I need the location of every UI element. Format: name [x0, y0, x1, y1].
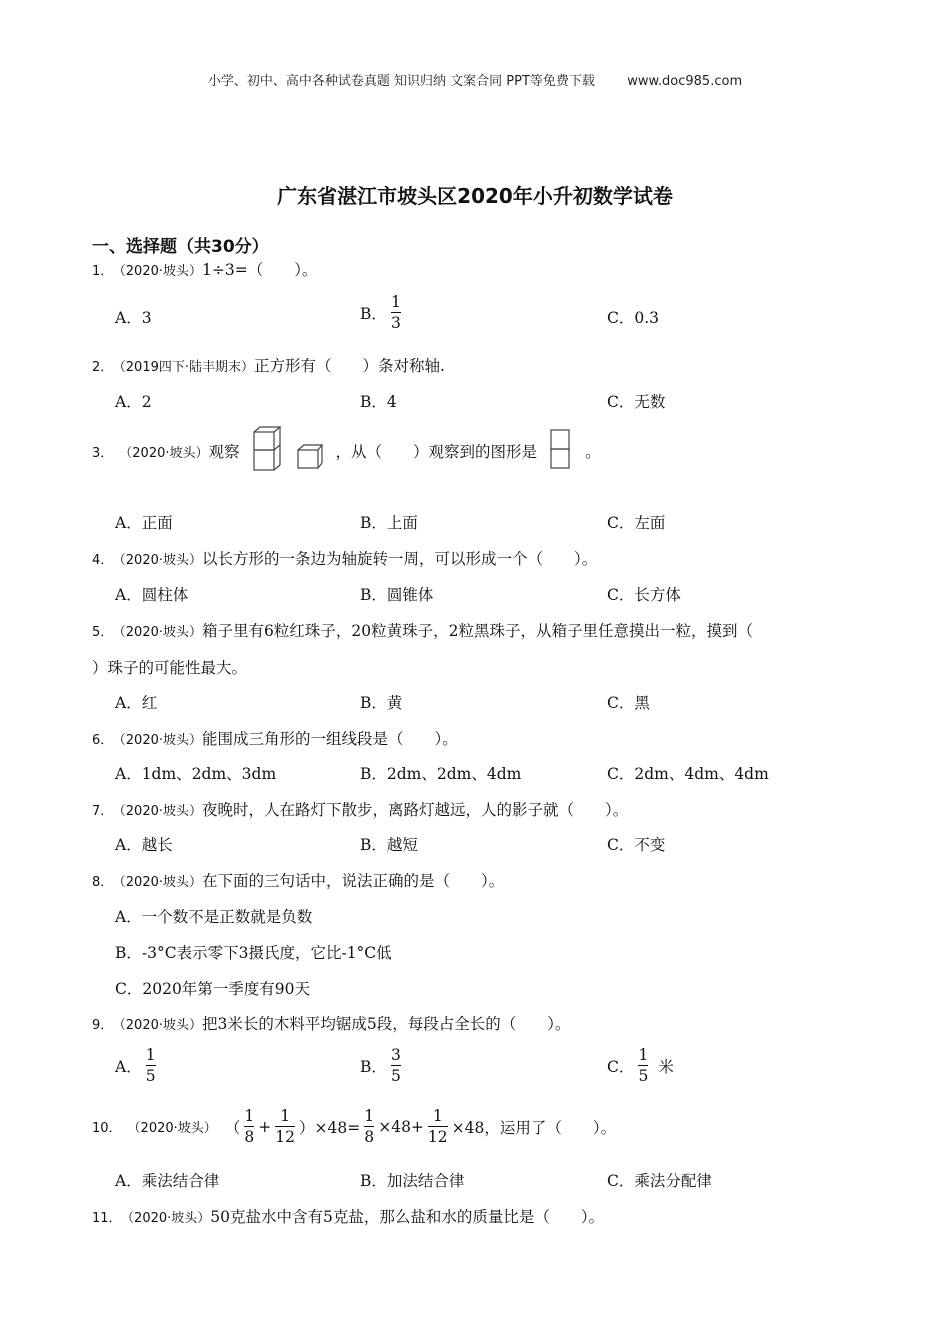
- question-text: 50克盐水中含有5克盐，那么盐和水的质量比是（ ）。: [210, 1208, 605, 1226]
- numerator: 1: [145, 1046, 156, 1064]
- fraction-bar: [275, 1126, 295, 1127]
- denominator: 5: [638, 1067, 649, 1086]
- denominator: 3: [390, 314, 401, 333]
- option-label: B．: [360, 1057, 387, 1076]
- option-b[interactable]: B．4: [360, 393, 397, 411]
- option-c[interactable]: C．2dm、4dm、4dm: [607, 765, 769, 783]
- question-text: 在下面的三句话中，说法正确的是（ ）。: [202, 872, 505, 890]
- question-source: （2019四下·陆丰期末）: [119, 360, 254, 375]
- question-source: （2020·坡头）: [119, 804, 202, 819]
- question-source: （2020·坡头）: [119, 1018, 202, 1033]
- denominator: 5: [390, 1067, 401, 1086]
- option-a[interactable]: A．3: [115, 309, 152, 327]
- option-label: A．: [115, 1057, 142, 1076]
- fraction: [364, 1108, 374, 1146]
- fraction: [391, 294, 401, 332]
- option-a[interactable]: A．正面: [115, 514, 173, 532]
- numerator: 1: [638, 1046, 649, 1064]
- question-5: [92, 619, 753, 641]
- fraction-bar: [244, 1126, 254, 1127]
- question-number: 2．: [92, 360, 114, 375]
- numerator: 1: [244, 1107, 255, 1125]
- fraction: [146, 1047, 156, 1085]
- numerator: 3: [390, 1046, 401, 1064]
- plus-sign: +: [258, 1117, 272, 1136]
- question-text-mid: ，从（ ）观察到的图形是: [335, 443, 538, 461]
- question-source: （2020·坡头）: [119, 445, 209, 461]
- question-3: [92, 426, 601, 476]
- option-c[interactable]: C．长方体: [607, 586, 681, 604]
- question-text: 以长方形的一条边为轴旋转一周，可以形成一个（ ）。: [202, 550, 598, 568]
- fraction: [428, 1108, 448, 1146]
- question-number: 1．: [92, 264, 114, 279]
- option-a[interactable]: A．乘法结合律: [115, 1172, 220, 1190]
- question-10: [92, 1108, 616, 1146]
- option-c[interactable]: C．左面: [607, 514, 666, 532]
- option-b[interactable]: [360, 294, 405, 332]
- numerator: 1: [280, 1107, 291, 1125]
- question-number: 6．: [92, 733, 114, 748]
- two-squares-view-icon: [549, 428, 571, 474]
- option-a[interactable]: A．1dm、2dm、3dm: [115, 765, 277, 783]
- option-label: C．: [607, 1057, 635, 1076]
- single-cube-icon: [296, 444, 324, 474]
- question-number: 9．: [92, 1018, 114, 1033]
- question-8: [92, 869, 504, 891]
- numerator: 1: [364, 1107, 375, 1125]
- option-a[interactable]: [115, 1047, 160, 1085]
- option-a[interactable]: A．2: [115, 393, 152, 411]
- option-c[interactable]: C．乘法分配律: [607, 1172, 712, 1190]
- question-text: 夜晚时，人在路灯下散步，离路灯越远，人的影子就（ ）。: [202, 801, 629, 819]
- header-promo: 小学、初中、高中各种试卷真题 知识归纳 文案合同 PPT等免费下载: [207, 74, 595, 89]
- fraction-bar: [428, 1126, 448, 1127]
- fraction-bar: [391, 1065, 401, 1066]
- unit: 米: [658, 1057, 674, 1076]
- denominator: 8: [364, 1128, 375, 1147]
- question-source: （2020·坡头）: [127, 1121, 217, 1137]
- question-source: （2020·坡头）: [127, 1211, 211, 1226]
- question-source: （2020·坡头）: [119, 264, 202, 279]
- question-4: [92, 547, 597, 569]
- question-text: ×48，运用了（ ）。: [451, 1118, 617, 1137]
- option-a[interactable]: A．越长: [115, 836, 173, 854]
- page-header: [0, 70, 950, 89]
- question-number: 11．: [92, 1211, 122, 1226]
- option-label: B．: [360, 304, 387, 323]
- expression-text: ）×48=: [299, 1118, 361, 1137]
- question-text: ）珠子的可能性最大。: [92, 659, 248, 677]
- denominator: 12: [427, 1128, 448, 1147]
- question-number: 8．: [92, 875, 114, 890]
- option-b[interactable]: B．圆锥体: [360, 586, 434, 604]
- option-b[interactable]: B．-3°C表示零下3摄氏度，它比-1°C低: [115, 944, 392, 962]
- fraction-bar: [638, 1065, 648, 1066]
- question-6: [92, 727, 458, 749]
- fraction: [244, 1108, 254, 1146]
- option-b[interactable]: B．越短: [360, 836, 418, 854]
- question-number: 7．: [92, 804, 114, 819]
- page-title: 广东省湛江市坡头区2020年小升初数学试卷: [277, 184, 673, 208]
- question-5-continued: [92, 656, 247, 678]
- section-heading: 一、选择题（共30分）: [92, 237, 269, 257]
- question-source: （2020·坡头）: [119, 553, 202, 568]
- question-number: 10．: [92, 1121, 122, 1137]
- option-c[interactable]: C．不变: [607, 836, 666, 854]
- question-7: [92, 798, 628, 820]
- question-number: 5．: [92, 625, 114, 640]
- stacked-cubes-icon: [252, 426, 282, 476]
- option-c[interactable]: C．2020年第一季度有90天: [115, 980, 311, 998]
- option-a[interactable]: A．一个数不是正数就是负数: [115, 908, 313, 926]
- option-b[interactable]: B．2dm、2dm、4dm: [360, 765, 522, 783]
- option-b[interactable]: B．黄: [360, 694, 403, 712]
- question-text-pre: 观察: [208, 443, 240, 461]
- header-site-link[interactable]: www.doc985.com: [627, 74, 743, 89]
- question-text: 1÷3=（ ）。: [202, 261, 318, 279]
- option-a[interactable]: A．红: [115, 694, 158, 712]
- fraction-bar: [146, 1065, 156, 1066]
- option-a[interactable]: A．圆柱体: [115, 586, 189, 604]
- numerator: 1: [390, 293, 401, 311]
- fraction: [275, 1108, 295, 1146]
- denominator: 5: [145, 1067, 156, 1086]
- option-c[interactable]: C．无数: [607, 393, 666, 411]
- question-source: （2020·坡头）: [119, 875, 202, 890]
- option-b[interactable]: B．上面: [360, 514, 418, 532]
- option-b[interactable]: B．加法结合律: [360, 1172, 465, 1190]
- expression-text: ×48+: [378, 1117, 424, 1136]
- fraction: [391, 1047, 401, 1085]
- question-text-post: 。: [585, 443, 601, 461]
- question-number: 3．: [92, 445, 114, 461]
- denominator: 8: [244, 1128, 255, 1147]
- question-2: [92, 354, 445, 376]
- option-c[interactable]: C．黑: [607, 694, 650, 712]
- question-1: [92, 258, 317, 280]
- question-source: （2020·坡头）: [119, 625, 202, 640]
- question-text: 正方形有（ ）条对称轴.: [254, 357, 445, 375]
- numerator: 1: [432, 1107, 443, 1125]
- question-9: [92, 1012, 570, 1034]
- question-source: （2020·坡头）: [119, 733, 202, 748]
- fraction-bar: [364, 1126, 374, 1127]
- option-c[interactable]: [607, 1047, 674, 1085]
- question-11: [92, 1205, 604, 1227]
- paren-open: （: [224, 1118, 241, 1137]
- option-b[interactable]: [360, 1047, 405, 1085]
- question-text: 箱子里有6粒红珠子，20粒黄珠子，2粒黑珠子，从箱子里任意摸出一粒，摸到（: [202, 622, 753, 640]
- denominator: 12: [275, 1128, 296, 1147]
- fraction: [638, 1047, 648, 1085]
- option-c[interactable]: C．0.3: [607, 309, 660, 327]
- question-text: 能围成三角形的一组线段是（ ）。: [202, 730, 458, 748]
- question-number: 4．: [92, 553, 114, 568]
- question-text: 把3米长的木料平均锯成5段，每段占全长的（ ）。: [202, 1015, 571, 1033]
- fraction-bar: [391, 312, 401, 313]
